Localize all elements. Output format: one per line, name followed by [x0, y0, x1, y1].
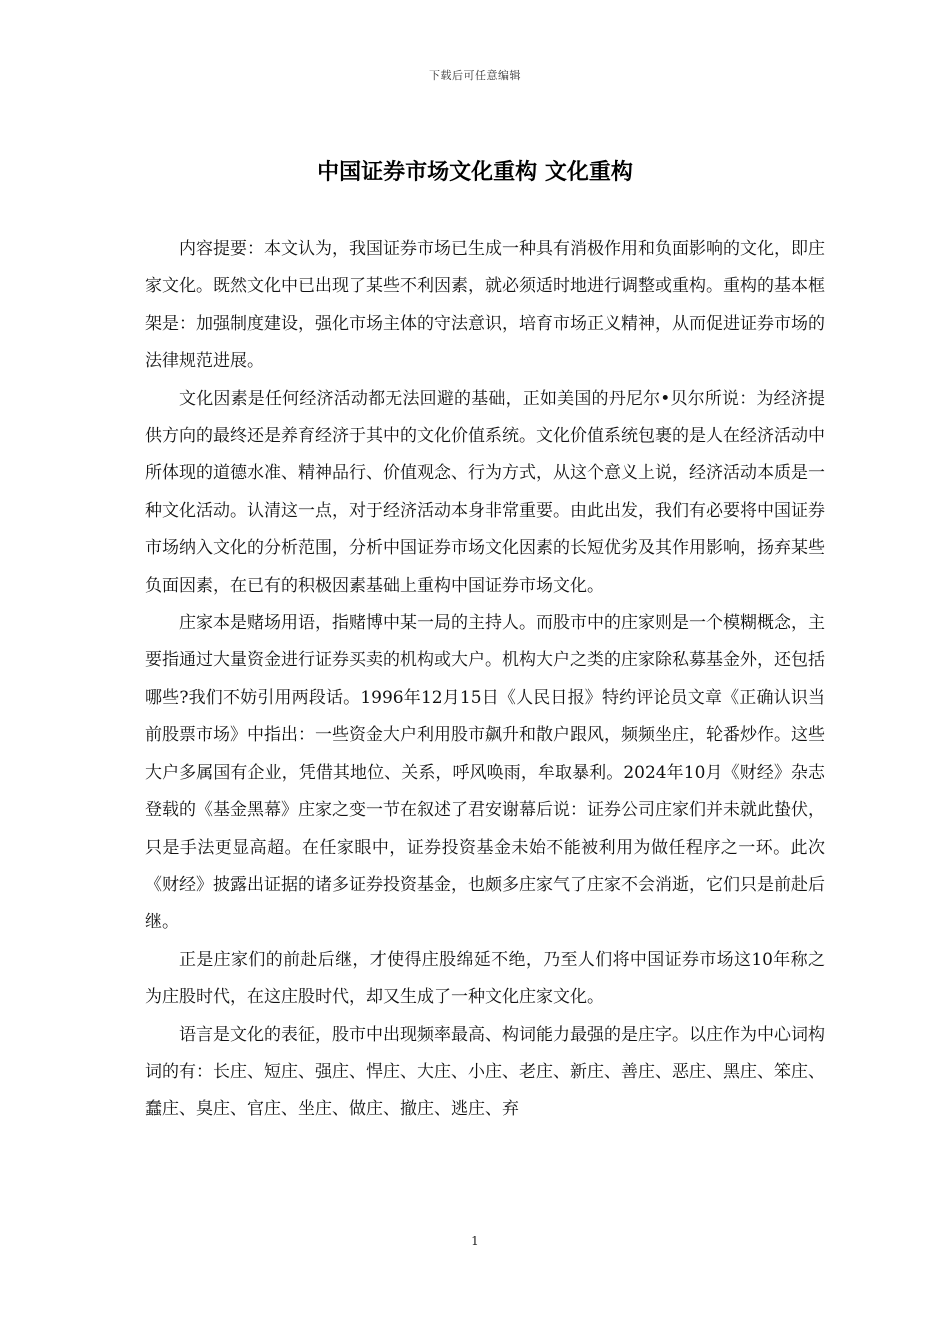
paragraph-abstract: 内容提要：本文认为，我国证券市场已生成一种具有消极作用和负面影响的文化，即庄家文化。既然文化中已出现了某些不利因素，就必须适时地进行调整或重构。重构的基本框架是：加强制度建设，强化市场主体的守法意识，培育市场正义精神，从而促进证券市场的法律规范进展。 — [145, 239, 825, 372]
paragraph: 庄家本是赌场用语，指赌博中某一局的主持人。而股市中的庄家则是一个模糊概念，主要指通过大量资金进行证券买卖的机构或大户。机构大户之类的庄家除私募基金外，还包括哪些?我们不妨引用两段话。1996年12月15日《人民日报》特约评论员文章《正确认识当前股票市场》中指出：一些资金大户利用股市飙升和散户跟风，频频坐庄，轮番炒作。这些大户多属国有企业，凭借其地位、关系，呼风唤雨，牟取暴利。2024年10月《财经》杂志登载的《基金黑幕》庄家之变一节在叙述了君安谢幕后说：证券公司庄家们并未就此蛰伏，只是手法更显高超。在任家眼中，证券投资基金未始不能被利用为做任程序之一环。此次《财经》披露出证据的诸多证券投资基金，也颇多庄家气了庄家不会消逝，它们只是前赴后继。 — [145, 613, 825, 933]
document-body — [145, 231, 825, 1129]
paragraph: 正是庄家们的前赴后继，才使得庄股绵延不绝，乃至人们将中国证券市场这10年称之为庄股时代，在这庄股时代，却又生成了一种文化庄家文化。 — [145, 949, 825, 1008]
document-title: 中国证券市场文化重构 文化重构 — [317, 160, 633, 185]
page-number: 1 — [471, 1234, 479, 1248]
paragraph: 文化因素是任何经济活动都无法回避的基础，正如美国的丹尼尔•贝尔所说：为经济提供方向的最终还是养育经济于其中的文化价值系统。文化价值系统包裹的是人在经济活动中所体现的道德水准、精神品行、价值观念、行为方式，从这个意义上说，经济活动本质是一种文化活动。认清这一点，对于经济活动本身非常重要。由此出发，我们有必要将中国证券市场纳入文化的分析范围，分析中国证券市场文化因素的长短优劣及其作用影响，扬弃某些负面因素，在已有的积极因素基础上重构中国证券市场文化。 — [145, 388, 825, 596]
header-note: 下载后可任意编辑 — [429, 69, 521, 82]
paragraph: 语言是文化的表征，股市中出现频率最高、构词能力最强的是庄字。以庄作为中心词构词的有：长庄、短庄、强庄、悍庄、大庄、小庄、老庄、新庄、善庄、恶庄、黑庄、笨庄、蠢庄、臭庄、官庄、坐庄、做庄、撤庄、逃庄、弃 — [145, 1024, 825, 1120]
